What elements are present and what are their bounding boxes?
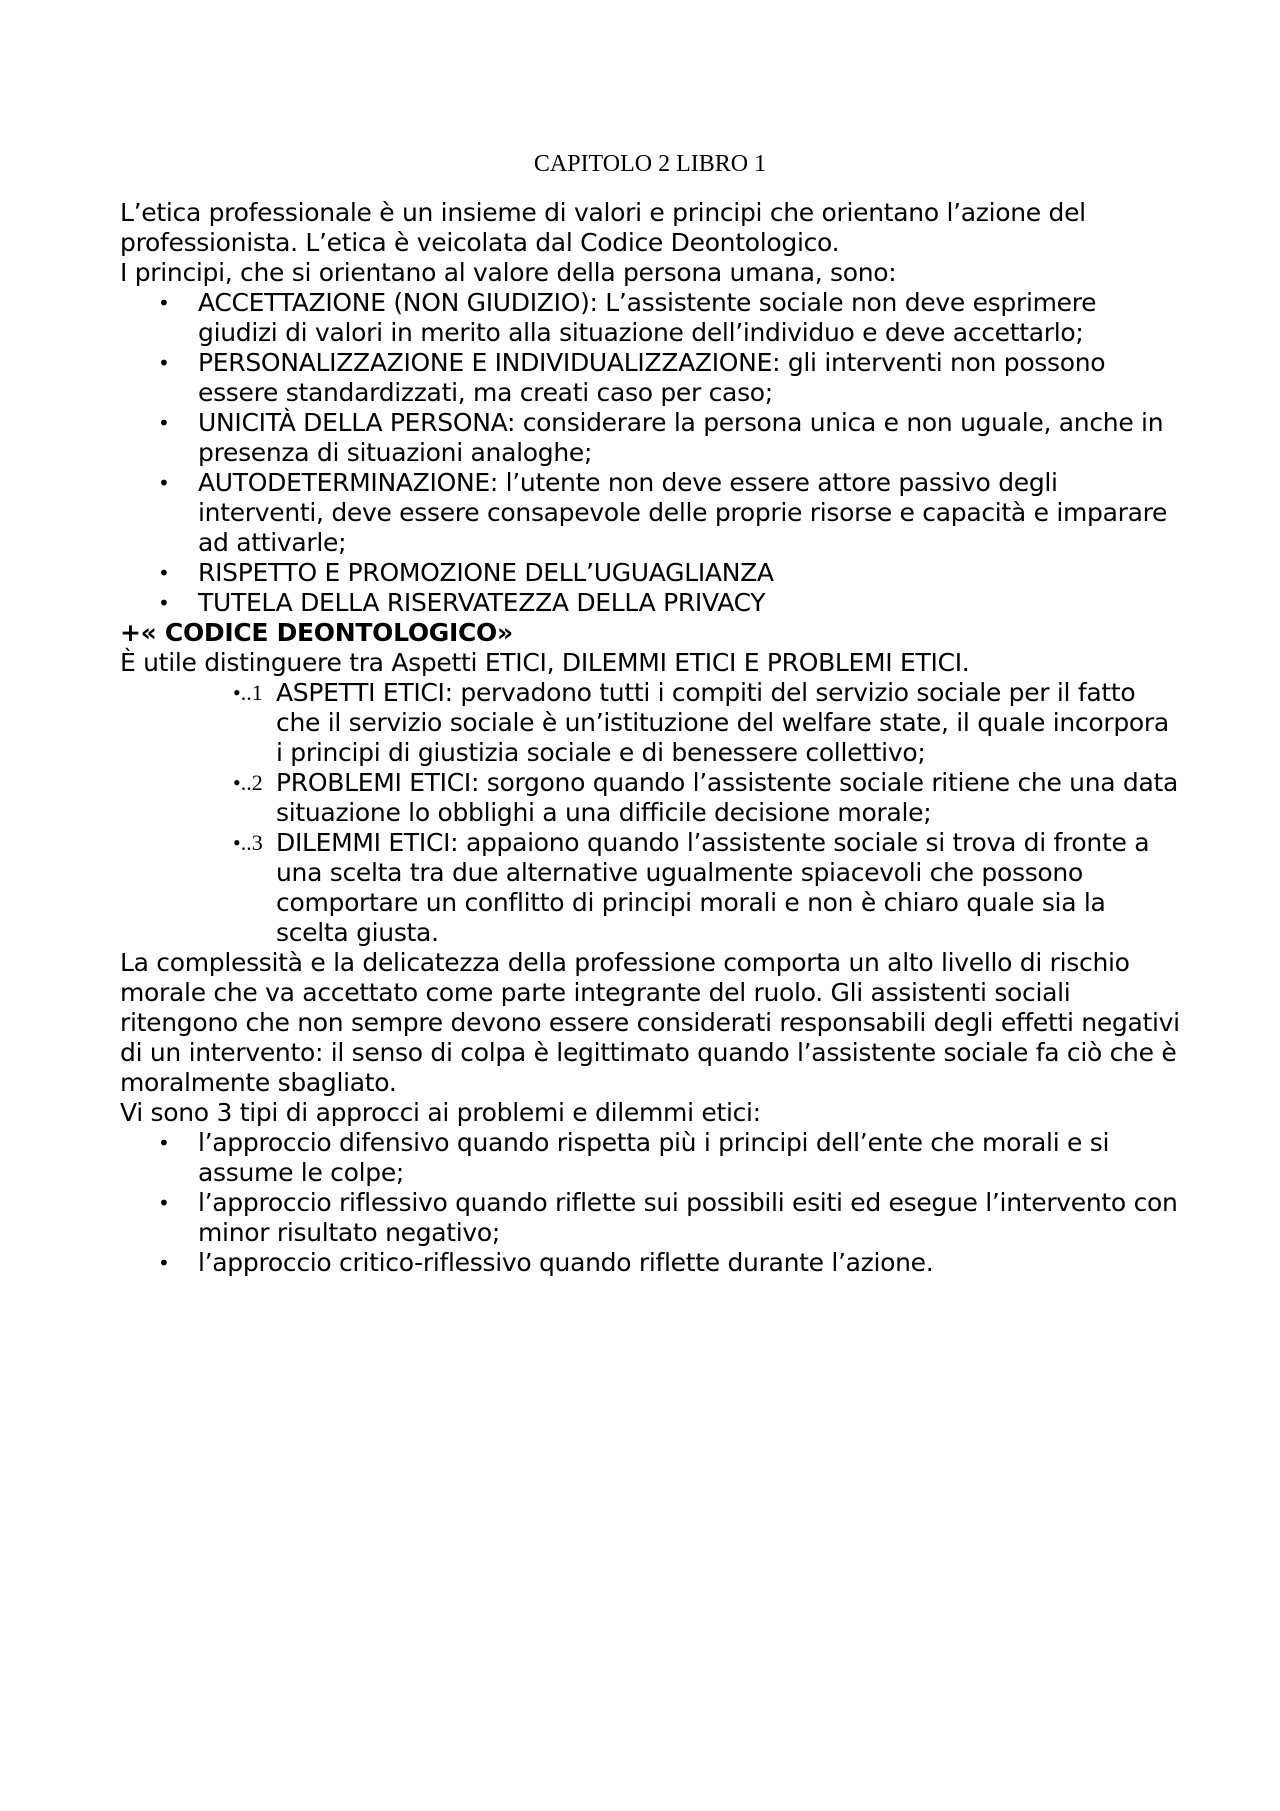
list-item-text: PERSONALIZZAZIONE E INDIVIDUALIZZAZIONE: gli interventi non possono essere standardizzati, ma creati caso per caso; [198,348,1106,407]
list-item-text: PROBLEMI ETICI: sorgono quando l’assistente sociale ritiene che una data situazione lo obblighi a una difficile decisione morale; [276,768,1179,827]
bullet-icon: • [158,351,170,375]
list-item [120,408,1180,468]
bullet-icon: • [158,411,170,435]
list-item-text: ACCETTAZIONE (NON GIUDIZIO): L’assistente sociale non deve esprimere giudizi di valori in merito alla situazione dell’individuo e deve accettarlo; [198,288,1097,347]
list-number: •..2 [233,770,263,795]
list-item-text: l’approccio riflessivo quando riflette sui possibili esiti ed esegue l’intervento con minor risultato negativo; [198,1188,1178,1247]
bullet-icon: • [158,1251,170,1275]
list-item-text: l’approccio difensivo quando rispetta più i principi dell’ente che morali e si assume le colpe; [198,1128,1110,1187]
list-item [120,1128,1180,1188]
list-item [120,558,1180,588]
document-title: CAPITOLO 2 LIBRO 1 [533,151,767,177]
list-item-text: RISPETTO E PROMOZIONE DELL’UGUAGLIANZA [198,558,774,587]
bullet-icon: • [158,291,170,315]
list-item-text: AUTODETERMINAZIONE: l’utente non deve essere attore passivo degli interventi, deve essere consapevole delle proprie risorse e capacità e imparare ad attivarle; [198,468,1168,557]
list-item [120,828,1180,948]
list-item [120,768,1180,828]
list-item [120,288,1180,348]
approaches-intro: Vi sono 3 tipi di approcci ai problemi e dilemmi etici: [120,1098,761,1127]
principles-intro: I principi, che si orientano al valore della persona umana, sono: [120,258,897,287]
bullet-icon: • [158,561,170,585]
approaches-list [120,1128,1180,1278]
intro-paragraph: L’etica professionale è un insieme di valori e principi che orientano l’azione del professionista. L’etica è veicolata dal Codice Deontologico. [120,198,1086,257]
list-item-text: UNICITÀ DELLA PERSONA: considerare la persona unica e non uguale, anche in presenza di situazioni analoghe; [198,408,1164,467]
list-item [120,678,1180,768]
list-item-text: DILEMMI ETICI: appaiono quando l’assistente sociale si trova di fronte a una scelta tra due alternative ugualmente spiacevoli che possono comportare un conflitto di principi morali e non è chiaro quale sia la scelta giusta. [276,828,1150,947]
list-item-text: ASPETTI ETICI: pervadono tutti i compiti del servizio sociale per il fatto che il servizio sociale è un’istituzione del welfare state, il quale incorpora i principi di giustizia sociale e di benessere collettivo; [276,678,1169,767]
ethics-intro: È utile distinguere tra Aspetti ETICI, DILEMMI ETICI E PROBLEMI ETICI. [120,648,970,677]
list-item [120,348,1180,408]
bullet-icon: • [158,1131,170,1155]
list-item [120,588,1180,618]
document-page [120,148,1180,1278]
ethics-list [120,678,1180,948]
risk-paragraph: La complessità e la delicatezza della professione comporta un alto livello di rischio morale che va accettato come parte integrante del ruolo. Gli assistenti sociali ritengono che non sempre devono essere considerati responsabili degli effetti negativi di un intervento: il senso di colpa è legittimato quando l’assistente sociale fa ciò che è moralmente sbagliato. [120,948,1180,1097]
bullet-icon: • [158,471,170,495]
bullet-icon: • [158,1191,170,1215]
list-item-text: l’approccio critico-riflessivo quando riflette durante l’azione. [198,1248,934,1277]
list-item [120,468,1180,558]
bullet-icon: • [158,591,170,615]
list-item [120,1188,1180,1248]
list-item [120,1248,1180,1278]
list-number: •..1 [233,680,263,705]
code-heading: +« CODICE DEONTOLOGICO» [120,618,513,647]
principles-list [120,288,1180,618]
list-item-text: TUTELA DELLA RISERVATEZZA DELLA PRIVACY [198,588,766,617]
list-number: •..3 [233,830,263,855]
